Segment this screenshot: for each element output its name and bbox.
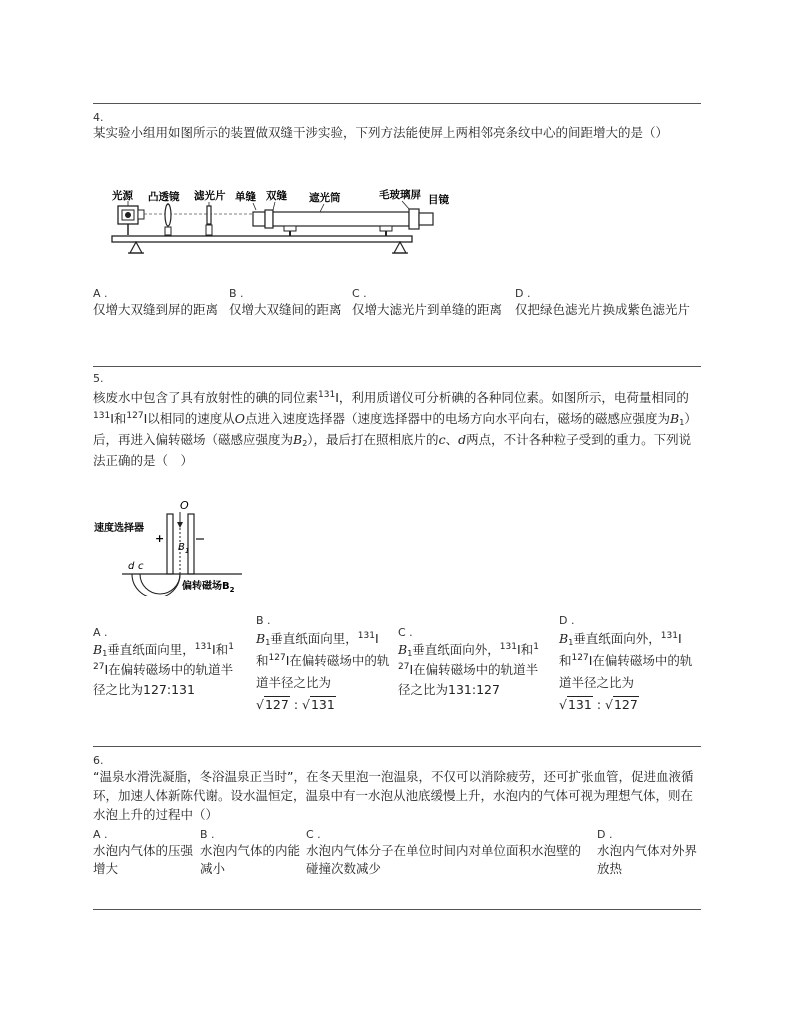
double-slit-apparatus-figure xyxy=(108,183,460,271)
question-number: 6. xyxy=(93,754,104,767)
mass-spectrometer-figure xyxy=(92,496,252,596)
label-double-slit: 双缝 xyxy=(266,190,287,202)
label-convex-lens: 凸透镜 xyxy=(148,191,180,203)
divider-q5-q6 xyxy=(93,746,701,747)
option-label: C . xyxy=(398,626,413,639)
question-stem: 核废水中包含了具有放射性的碘的同位素$^{131}$I，利用质谱仪可分析碘的各种同位素。如图所示，电荷量相同的$^{131}$I和$^{127}$I以相同的速度从O点进入速度选择器（速度选择器中的电场方向水平向右，磁场的磁感应强度为$B_1$）后，再进入偏转磁场（磁感应强度为$B_2$），最后打在照相底片的c、d两点，不计各种粒子受到的重力。下列说法正确的是（ ） xyxy=(93,390,697,468)
option-b[interactable] xyxy=(200,828,300,878)
option-b[interactable] xyxy=(256,614,393,716)
option-label: B . xyxy=(229,287,244,300)
option-c[interactable] xyxy=(398,626,550,700)
divider-q4-q5 xyxy=(93,366,701,367)
option-label: C . xyxy=(306,828,321,841)
option-label: D . xyxy=(597,828,613,841)
option-a[interactable] xyxy=(93,287,218,319)
question-number: 4. xyxy=(93,111,104,124)
label-filter: 滤光片 xyxy=(194,190,226,202)
option-text: 水泡内气体的内能减小 xyxy=(200,843,301,876)
option-label: A . xyxy=(93,626,108,639)
divider-top xyxy=(93,103,701,104)
option-text: 仅增大滤光片到单缝的距离 xyxy=(352,302,503,317)
label-frosted-screen: 毛玻璃屏 xyxy=(379,189,421,201)
option-label: D . xyxy=(559,614,575,627)
svg-text:+: + xyxy=(155,532,165,545)
option-text: 水泡内气体的压强增大 xyxy=(93,843,194,876)
label-point-c: c xyxy=(138,561,144,572)
option-text: 仅增大双缝间的距离 xyxy=(229,302,342,317)
question-number: 5. xyxy=(93,372,104,385)
option-text: 仅把绿色滤光片换成紫色滤光片 xyxy=(515,302,691,317)
option-text: 水泡内气体对外界放热 xyxy=(597,843,698,876)
option-b[interactable] xyxy=(229,287,344,319)
label-light-tube: 遮光筒 xyxy=(309,192,341,204)
question-stem: 某实验小组用如图所示的装置做双缝干涉实验，下列方法能使屏上两相邻亮条纹中心的间距增大的是（） xyxy=(93,125,669,140)
label-light-source: 光源 xyxy=(112,190,133,202)
option-text: 仅增大双缝到屏的距离 xyxy=(93,302,219,317)
option-a[interactable] xyxy=(93,828,193,878)
option-label: A . xyxy=(93,828,108,841)
option-c[interactable] xyxy=(306,828,591,878)
option-text: $B_1$垂直纸面向里，$^{131}$I 和$^{127}$I在偏转磁场中的轨道半径之比为 √127 : √131 xyxy=(256,631,390,712)
question-stem: “温泉水滑洗凝脂，冬浴温泉正当时”，在冬天里泡一泡温泉，不仅可以消除疲劳，还可扩张血管，促进血液循环，加速人体新陈代谢。设水温恒定，温泉中有一水泡从池底缓慢上升，水泡内的气体可视为理想气体，则在水泡上升的过程中（） xyxy=(93,769,694,822)
option-text: $B_1$垂直纸面向外，$^{131}$I 和$^{127}$I在偏转磁场中的轨道半径之比为 √131 : √127 xyxy=(559,631,693,712)
option-d[interactable] xyxy=(515,287,693,319)
option-label: C . xyxy=(352,287,367,300)
label-point-o: O xyxy=(180,499,189,512)
label-point-d: d xyxy=(128,561,135,572)
option-text: $B_1$垂直纸面向外，$^{131}$I和$^1$ $^{27}$I在偏转磁场中的轨道半径之比为131:127 xyxy=(398,642,539,697)
option-a[interactable] xyxy=(93,626,243,700)
option-d[interactable] xyxy=(597,828,697,878)
label-deflection-field: 偏转磁场$B_2$ xyxy=(182,581,235,594)
label-b1: $B_1$ xyxy=(178,542,190,555)
option-c[interactable] xyxy=(352,287,507,319)
label-single-slit: 单缝 xyxy=(235,191,256,203)
divider-bottom xyxy=(93,909,701,910)
option-label: B . xyxy=(200,828,215,841)
option-label: B . xyxy=(256,614,271,627)
option-label: A . xyxy=(93,287,108,300)
option-d[interactable] xyxy=(559,614,699,716)
option-label: D . xyxy=(515,287,531,300)
option-text: 水泡内气体分子在单位时间内对单位面积水泡壁的碰撞次数减少 xyxy=(306,843,582,876)
label-eyepiece: 目镜 xyxy=(428,194,449,206)
label-velocity-selector: 速度选择器 xyxy=(94,523,144,534)
option-text: $B_1$垂直纸面向里，$^{131}$I和$^1$ $^{27}$I在偏转磁场中的轨道半径之比为127:131 xyxy=(93,642,234,697)
